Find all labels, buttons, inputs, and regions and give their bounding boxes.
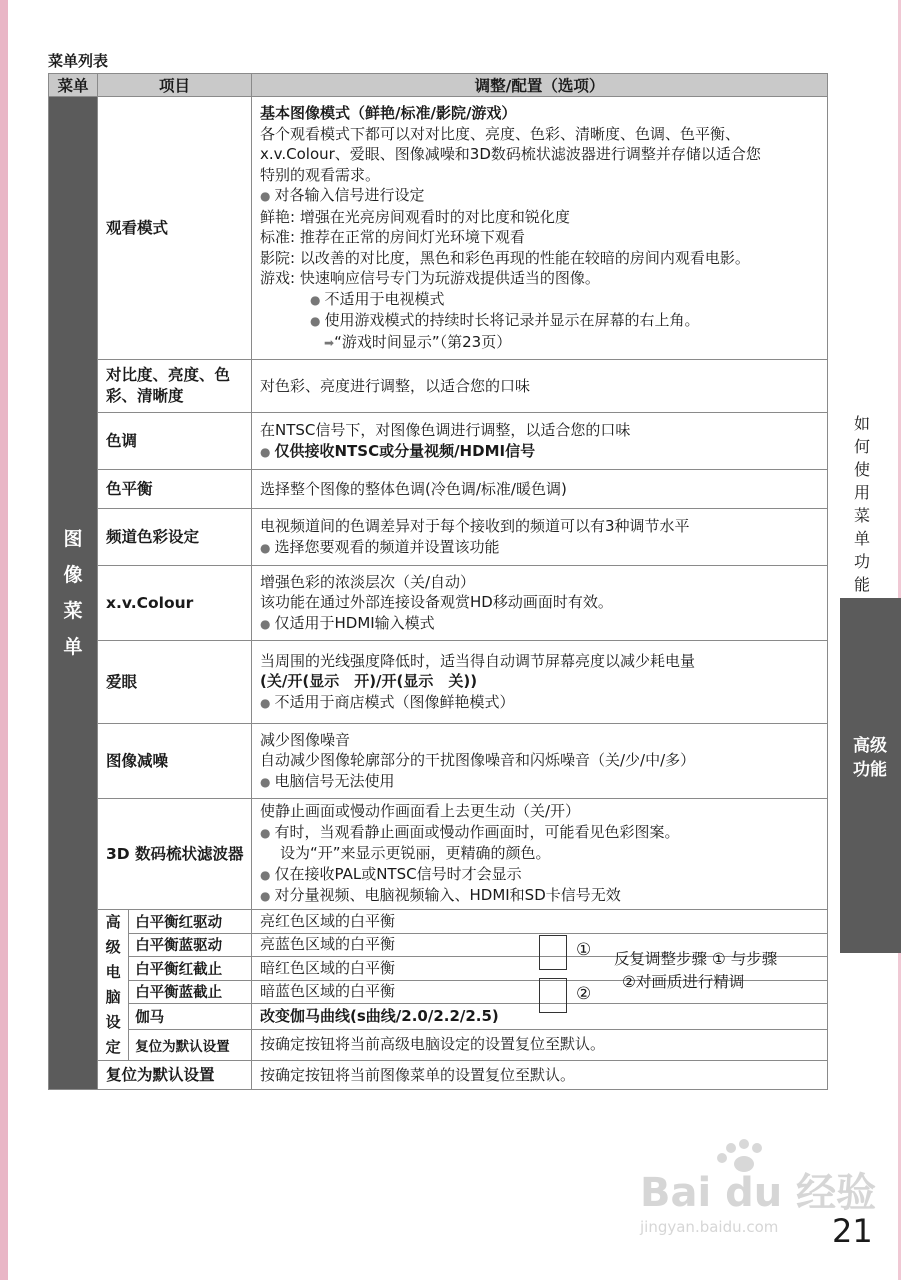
advanced-label-char: 定 — [105, 1038, 121, 1056]
bullet-line: ● 不适用于商店模式（图像鲜艳模式） — [260, 692, 821, 714]
table-row — [49, 724, 828, 799]
bullet-line: ● 使用游戏模式的持续时长将记录并显示在屏幕的右上角。 — [260, 310, 821, 332]
item-tint: 色调 — [98, 413, 252, 470]
desc-noise — [252, 724, 828, 799]
desc-reset: 按确定按钮将当前图像菜单的设置复位至默认。 — [252, 1061, 828, 1090]
arrow-icon: ➡ — [324, 335, 335, 350]
watermark-url: jingyan.baidu.com — [640, 1218, 779, 1236]
desc-wb-red-drive: 亮红色区域的白平衡 — [252, 910, 828, 934]
side-tab-line: 高级 — [853, 736, 887, 756]
side-label — [848, 412, 876, 596]
table-header-row — [49, 74, 828, 97]
desc-line: 增强色彩的浓淡层次（关/自动） — [260, 572, 476, 591]
item-color-balance: 色平衡 — [98, 470, 252, 509]
table-row — [49, 910, 828, 934]
side-label-char: 何 — [853, 437, 870, 456]
side-label-char: 菜 — [853, 506, 870, 525]
desc-line: x.v.Colour、爱眼、图像减噪和3D数码梳状滤波器进行调整并存储以适合您 — [260, 145, 761, 163]
header-options: 调整/配置（选项） — [252, 74, 828, 97]
advanced-label-cell — [98, 910, 129, 1061]
desc-wb-blue-drive: 亮蓝色区域的白平衡 — [252, 933, 828, 957]
bullet-line: ● 仅在接收PAL或NTSC信号时才会显示 — [260, 864, 821, 886]
desc-line: 该功能在通过外部连接设备观赏HD移动画面时有效。 — [260, 593, 613, 612]
desc-comb-filter — [252, 799, 828, 910]
table-row — [49, 97, 828, 360]
section-title: 菜单列表 — [48, 52, 109, 70]
item-contrast: 对比度、亮度、色彩、清晰度 — [98, 360, 252, 413]
page-edge-decoration — [0, 0, 8, 1280]
item-channel-color: 频道色彩设定 — [98, 509, 252, 566]
bullet-line: ● 不适用于电视模式 — [260, 289, 821, 311]
bullet-line: ● 有时，当观看静止画面或慢动作画面时，可能看见色彩图案。 — [260, 822, 821, 844]
table-row — [49, 413, 828, 470]
item-wb-red-cutoff: 白平衡红截止 — [129, 957, 252, 981]
item-wb-blue-drive: 白平衡蓝驱动 — [129, 933, 252, 957]
advanced-label-char: 电 — [105, 963, 121, 981]
side-tab — [840, 598, 901, 953]
desc-gamma: 改变伽马曲线(s曲线/2.0/2.2/2.5) — [252, 1004, 828, 1030]
adjust-note-line1: 反复调整步骤 ① 与步骤 — [614, 950, 778, 968]
item-eco: 爱眼 — [98, 641, 252, 724]
desc-line: 特别的观看需求。 — [260, 165, 381, 184]
menu-name-char: 像 — [63, 564, 83, 586]
desc-contrast: 对色彩、亮度进行调整，以适合您的口味 — [252, 360, 828, 413]
advanced-label-char: 级 — [105, 938, 121, 956]
page-number: 21 — [832, 1212, 873, 1250]
desc-line: 基本图像模式（鲜艳/标准/影院/游戏） — [260, 104, 517, 122]
menu-name-char: 图 — [63, 528, 83, 550]
table-row — [49, 1061, 828, 1090]
table-row — [49, 360, 828, 413]
header-item: 项目 — [98, 74, 252, 97]
desc-wb-blue-cutoff: 暗蓝色区域的白平衡 — [252, 980, 828, 1004]
bullet-line: ● 电脑信号无法使用 — [260, 771, 821, 793]
header-menu: 菜单 — [49, 74, 98, 97]
circle-number-2: ② — [576, 984, 592, 1004]
menu-table — [48, 73, 828, 1090]
table-row — [49, 799, 828, 910]
item-gamma: 伽马 — [129, 1004, 252, 1030]
bracket-2 — [539, 978, 567, 1013]
reference-text: “游戏时间显示”（第23页） — [334, 332, 512, 351]
bullet-line: ● 对各输入信号进行设定 — [260, 185, 821, 207]
advanced-label-char: 设 — [105, 1013, 121, 1031]
item-wb-red-drive: 白平衡红驱动 — [129, 910, 252, 934]
circle-number-1: ① — [576, 940, 592, 960]
side-label-char: 用 — [853, 483, 870, 502]
advanced-label-char: 高 — [105, 913, 121, 931]
desc-viewing-mode — [252, 97, 828, 360]
desc-line: 设为“开”来显示更锐丽，更精确的颜色。 — [280, 844, 551, 863]
desc-channel-color — [252, 509, 828, 566]
table-row — [49, 470, 828, 509]
item-comb-filter: 3D 数码梳状滤波器 — [98, 799, 252, 910]
side-label-char: 如 — [853, 414, 870, 433]
side-tab-line: 功能 — [853, 760, 887, 780]
desc-line: (关/开(显示 开)/开(显示 关)) — [260, 672, 478, 691]
desc-line: 在NTSC信号下，对图像色调进行调整，以适合您的口味 — [260, 421, 631, 439]
desc-color-balance: 选择整个图像的整体色调(冷色调/标准/暖色调) — [252, 470, 828, 509]
bracket-1 — [539, 935, 567, 970]
table-row — [49, 566, 828, 641]
desc-line: 电视频道间的色调差异对于每个接收到的频道可以有3种调节水平 — [260, 517, 690, 535]
reference-line — [260, 332, 821, 354]
desc-xvcolour — [252, 566, 828, 641]
side-label-char: 功 — [853, 552, 870, 571]
watermark-logo: Bai du 经验 — [640, 1170, 877, 1216]
desc-line: 标准: 推荐在正常的房间灯光环境下观看 — [260, 228, 525, 246]
table-row — [49, 1004, 828, 1030]
desc-wb-red-cutoff: 暗红色区域的白平衡 — [252, 957, 828, 981]
item-advanced-reset: 复位为默认设置 — [129, 1029, 252, 1060]
table-row — [49, 641, 828, 724]
desc-line: 减少图像噪音 — [260, 730, 351, 749]
bullet-line: ● 对分量视频、电脑视频输入、HDMI和SD卡信号无效 — [260, 885, 821, 907]
desc-line: 使静止画面或慢动作画面看上去更生动（关/开） — [260, 802, 581, 821]
item-noise: 图像减噪 — [98, 724, 252, 799]
desc-line: 鲜艳: 增强在光亮房间观看时的对比度和锐化度 — [260, 207, 570, 226]
bullet-line: ● 选择您要观看的频道并设置该功能 — [260, 537, 821, 559]
desc-line: 当周围的光线强度降低时，适当得自动调节屏幕亮度以减少耗电量 — [260, 651, 696, 670]
side-label-char: 单 — [853, 529, 870, 548]
table-row — [49, 509, 828, 566]
item-viewing-mode: 观看模式 — [98, 97, 252, 360]
desc-line: 各个观看模式下都可以对对比度、亮度、色彩、清晰度、色调、色平衡、 — [260, 124, 741, 143]
bullet-line: ● 仅适用于HDMI输入模式 — [260, 613, 821, 635]
side-label-char: 使 — [853, 460, 870, 479]
desc-advanced-reset: 按确定按钮将当前高级电脑设定的设置复位至默认。 — [252, 1029, 828, 1060]
menu-name-char: 单 — [63, 636, 83, 658]
item-wb-blue-cutoff: 白平衡蓝截止 — [129, 980, 252, 1004]
desc-tint — [252, 413, 828, 470]
side-tab-label — [848, 734, 892, 782]
desc-line: 游戏: 快速响应信号专门为玩游戏提供适当的图像。 — [260, 269, 600, 287]
side-label-char: 能 — [853, 575, 870, 594]
desc-line: 自动减少图像轮廓部分的干扰图像噪音和闪烁噪音（关/少/中/多） — [260, 751, 696, 770]
bullet-line: ● 仅供接收NTSC或分量视频/HDMI信号 — [260, 441, 821, 463]
menu-name-char: 菜 — [63, 600, 83, 622]
adjust-note-line2: ②对画质进行精调 — [622, 973, 745, 991]
item-reset: 复位为默认设置 — [98, 1061, 252, 1090]
advanced-label-char: 脑 — [105, 988, 121, 1006]
desc-eco — [252, 641, 828, 724]
menu-name-cell — [49, 97, 98, 1090]
table-row — [49, 1029, 828, 1060]
desc-line: 影院: 以改善的对比度，黑色和彩色再现的性能在较暗的房间内观看电影。 — [260, 248, 750, 267]
item-xvcolour: x.v.Colour — [98, 566, 252, 641]
